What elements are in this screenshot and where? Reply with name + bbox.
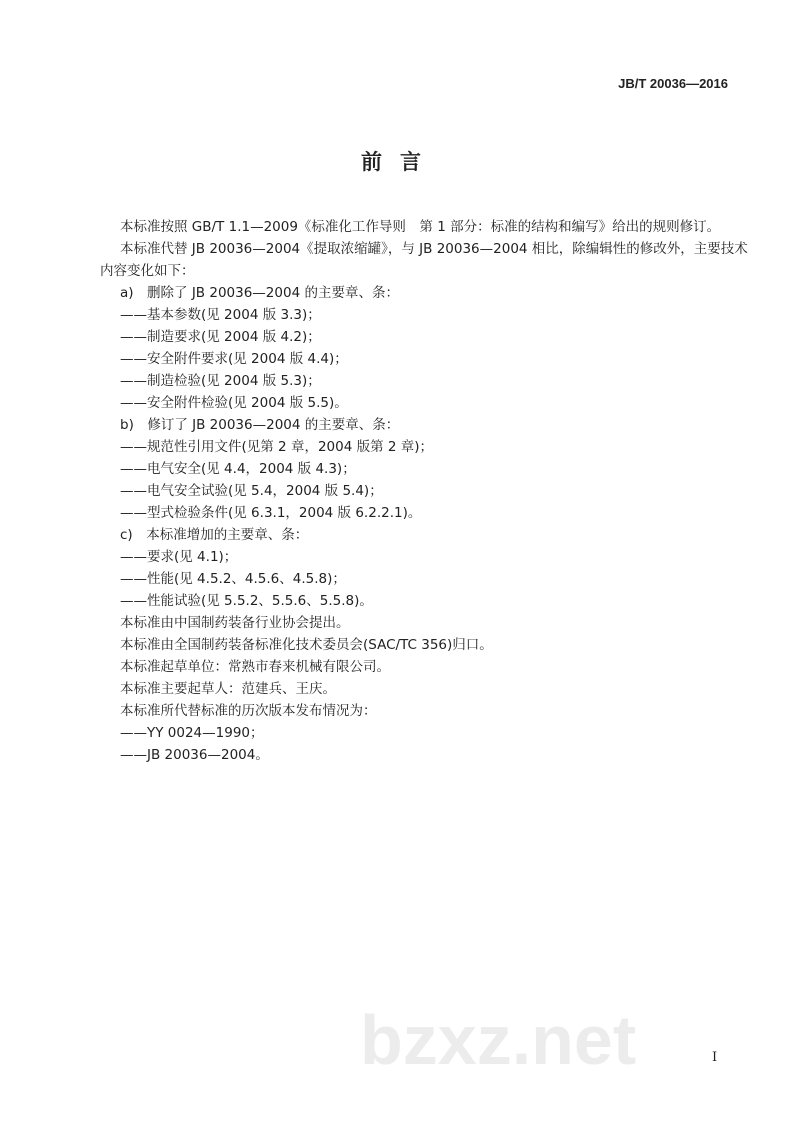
- text-line: 本标准起草单位：常熟市春来机械有限公司。: [120, 659, 390, 675]
- text-line: ——规范性引用文件(见第 2 章，2004 版第 2 章)；: [120, 439, 434, 455]
- text-line: ——电气安全试验(见 5.4，2004 版 5.4)；: [120, 483, 383, 499]
- text-line: ——YY 0024—1990；: [120, 725, 264, 741]
- text-line: ——性能(见 4.5.2、4.5.6、4.5.8)；: [120, 571, 346, 587]
- text-line: ——JB 20036—2004。: [120, 747, 269, 763]
- text-line: ——安全附件检验(见 2004 版 5.5)。: [120, 395, 348, 411]
- page-title: 前言: [361, 150, 439, 174]
- document-body: [100, 216, 760, 766]
- text-line: b) 修订了 JB 20036—2004 的主要章、条：: [120, 417, 400, 433]
- text-line: ——要求(见 4.1)；: [120, 549, 238, 565]
- text-line: ——型式检验条件(见 6.3.1，2004 版 6.2.2.1)。: [120, 505, 422, 521]
- text-line: 本标准由中国制药装备行业协会提出。: [120, 615, 350, 631]
- text-line: 本标准所代替标准的历次版本发布情况为：: [120, 703, 377, 719]
- page-number: I: [712, 1050, 718, 1065]
- text-line: ——制造要求(见 2004 版 4.2)；: [120, 329, 321, 345]
- text-line: ——电气安全(见 4.4，2004 版 4.3)；: [120, 461, 356, 477]
- text-line: a) 删除了 JB 20036—2004 的主要章、条：: [120, 285, 399, 301]
- watermark: bzxz.net: [360, 1001, 637, 1079]
- standard-number-header: JB/T 20036—2016: [618, 76, 728, 91]
- text-line: 本标准代替 JB 20036—2004《提取浓缩罐》，与 JB 20036—2004 相比，除编辑性的修改外，主要技术: [120, 241, 748, 257]
- text-line: 本标准主要起草人：范建兵、王庆。: [120, 681, 336, 697]
- text-line: ——基本参数(见 2004 版 3.3)；: [120, 307, 321, 323]
- text-line: 本标准按照 GB/T 1.1—2009《标准化工作导则 第 1 部分：标准的结构和编写》给出的规则修订。: [120, 219, 721, 235]
- text-line: ——性能试验(见 5.5.2、5.5.6、5.5.8)。: [120, 593, 373, 609]
- text-line: 内容变化如下：: [100, 263, 195, 279]
- text-line: ——制造检验(见 2004 版 5.3)；: [120, 373, 321, 389]
- text-line: c) 本标准增加的主要章、条：: [120, 527, 309, 543]
- text-line: 本标准由全国制药装备标准化技术委员会(SAC/TC 356)归口。: [120, 637, 493, 653]
- text-line: ——安全附件要求(见 2004 版 4.4)；: [120, 351, 348, 367]
